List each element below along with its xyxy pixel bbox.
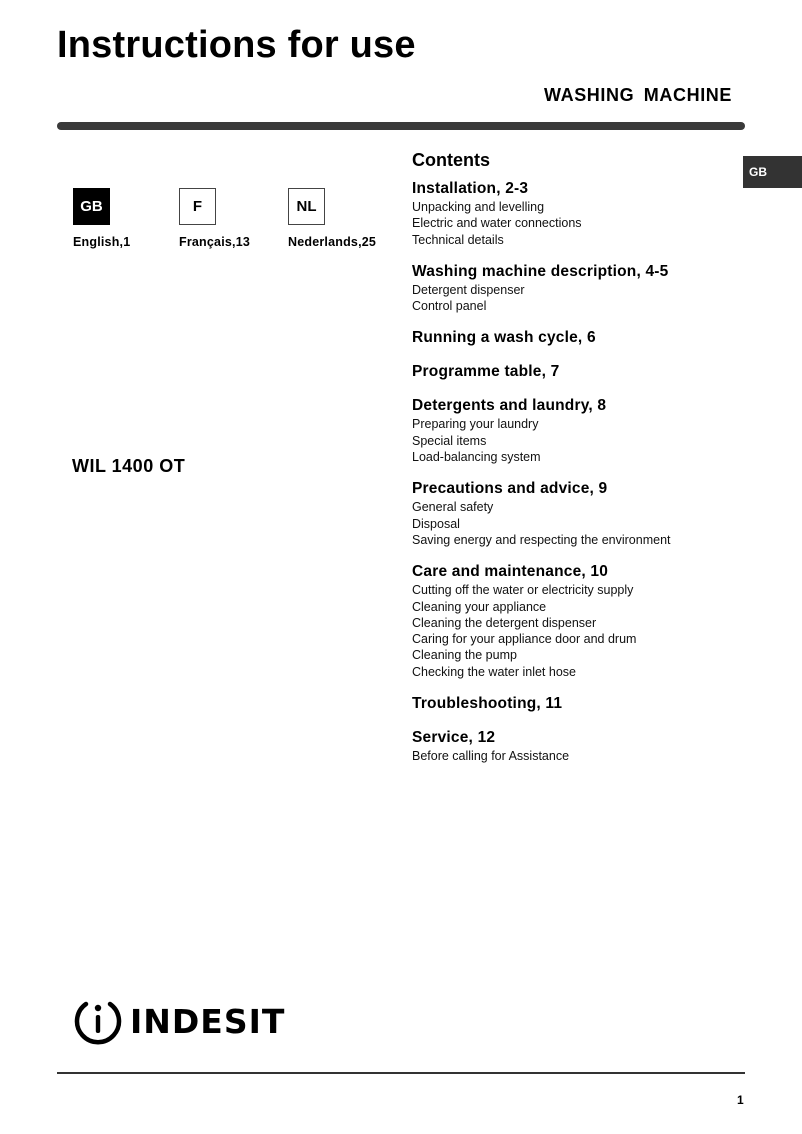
toc-section-title[interactable]: Troubleshooting, 11 <box>412 695 563 713</box>
contents-heading: Contents <box>412 150 490 170</box>
toc-item[interactable]: Unpacking and levelling <box>412 200 545 214</box>
toc-section-title[interactable]: Installation, 2-3 <box>412 180 529 197</box>
toc-item[interactable]: Cutting off the water or electricity supply <box>412 583 634 598</box>
toc-section-title[interactable]: Precautions and advice, 9 <box>412 480 608 498</box>
document-subtitle: WASHING MACHINE <box>544 85 732 105</box>
toc-item[interactable]: Preparing your laundry <box>412 417 539 432</box>
language-nl[interactable] <box>288 188 377 249</box>
toc-item[interactable]: Electric and water connections <box>412 216 582 231</box>
toc-section-title[interactable]: Running a wash cycle, 6 <box>412 329 596 347</box>
toc-section <box>412 694 752 714</box>
brand-name: INDESIT <box>130 1001 286 1041</box>
toc-item[interactable]: Caring for your appliance door and drum <box>412 632 637 647</box>
language-label: Français,13 <box>179 235 250 249</box>
document-title: Instructions for use <box>57 24 416 66</box>
language-f[interactable] <box>179 188 250 249</box>
language-side-tab: GB <box>743 156 802 188</box>
language-label: Nederlands,25 <box>288 235 377 249</box>
toc-section <box>412 262 752 315</box>
toc-section <box>412 728 752 764</box>
toc-section <box>412 562 752 680</box>
toc-item[interactable]: Load-balancing system <box>412 450 541 465</box>
toc-item[interactable]: Cleaning your appliance <box>412 599 547 614</box>
toc-section-title[interactable]: Programme table, 7 <box>412 363 560 381</box>
footer-divider <box>57 1072 745 1074</box>
language-code-box: NL <box>288 188 325 225</box>
toc-item[interactable]: Control panel <box>412 299 487 314</box>
model-number: WIL 1400 OT <box>72 456 186 476</box>
toc-section <box>412 328 752 348</box>
toc-item[interactable]: Cleaning the pump <box>412 648 517 663</box>
toc-item[interactable]: Cleaning the detergent dispenser <box>412 615 597 630</box>
toc-section-title[interactable]: Care and maintenance, 10 <box>412 563 609 581</box>
table-of-contents <box>412 148 752 778</box>
toc-item[interactable]: Saving energy and respecting the environment <box>412 532 671 547</box>
language-label: English,1 <box>73 235 131 249</box>
toc-item[interactable]: Checking the water inlet hose <box>412 664 576 679</box>
toc-section <box>412 179 752 248</box>
toc-item[interactable]: Disposal <box>412 516 460 531</box>
page-number: 1 <box>737 1093 744 1107</box>
toc-section <box>412 362 752 382</box>
language-code-box: F <box>179 188 216 225</box>
toc-item[interactable]: Before calling for Assistance <box>412 749 570 764</box>
language-code-box: GB <box>73 188 110 225</box>
language-gb[interactable] <box>73 188 131 249</box>
toc-item[interactable]: Technical details <box>412 232 504 247</box>
header-divider <box>57 122 745 130</box>
toc-section-title[interactable]: Service, 12 <box>412 729 496 747</box>
brand-logo <box>72 996 285 1046</box>
indesit-power-logo-icon <box>72 996 124 1046</box>
toc-item[interactable]: General safety <box>412 500 494 515</box>
toc-item[interactable]: Detergent dispenser <box>412 282 525 297</box>
toc-section <box>412 396 752 465</box>
toc-item[interactable]: Special items <box>412 433 487 448</box>
toc-section-title[interactable]: Detergents and laundry, 8 <box>412 397 607 415</box>
toc-section-title[interactable]: Washing machine description, 4-5 <box>412 262 669 280</box>
toc-section <box>412 479 752 548</box>
